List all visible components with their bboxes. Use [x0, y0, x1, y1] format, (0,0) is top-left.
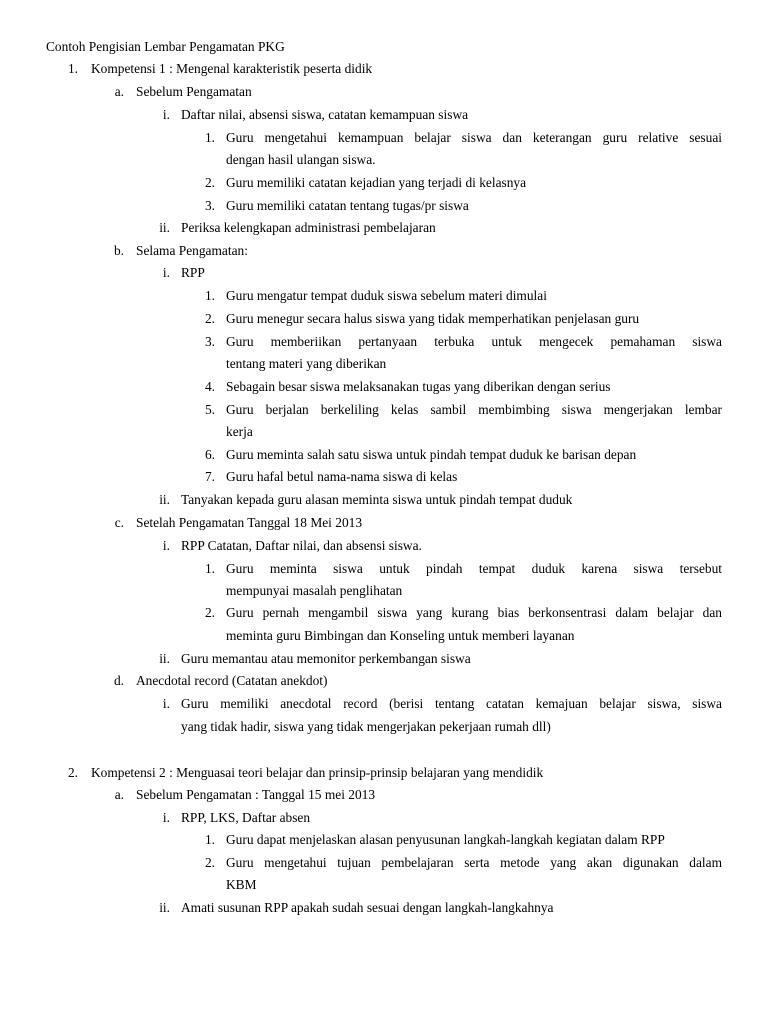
list-item-continuation: yang tidak hadir, siswa yang tidak mengerjakan pekerjaan rumah dll) — [181, 719, 551, 734]
subsection-heading: Sebelum Pengamatan — [136, 84, 252, 99]
subsection-heading: Setelah Pengamatan Tanggal 18 Mei 2013 — [136, 515, 363, 530]
list-item: Guru mengetahui tujuan pembelajaran serta metode yang akan digunakan dalam — [226, 855, 722, 870]
list-marker: 1. — [204, 288, 215, 303]
list-marker: 1. — [204, 832, 215, 847]
list-marker: a. — [114, 787, 124, 802]
list-item: Guru memiliki catatan tentang tugas/pr siswa — [226, 198, 469, 213]
list-item: Guru hafal betul nama-nama siswa di kelas — [226, 469, 458, 484]
list-item-continuation: dengan hasil ulangan siswa. — [226, 152, 376, 167]
list-item: Guru meminta siswa untuk pindah tempat duduk karena siswa tersebut — [226, 561, 722, 576]
list-marker: i. — [162, 696, 170, 711]
list-item: Guru memiliki catatan kejadian yang terjadi di kelasnya — [226, 175, 527, 190]
list-item-continuation: KBM — [226, 877, 257, 892]
list-item: Amati susunan RPP apakah sudah sesuai dengan langkah-langkahnya — [181, 900, 554, 915]
list-marker: d. — [113, 673, 124, 688]
list-item: Guru dapat menjelaskan alasan penyusunan langkah-langkah kegiatan dalam RPP — [226, 832, 665, 847]
list-marker: 1. — [67, 61, 78, 76]
list-marker: i. — [162, 538, 170, 553]
section-heading: Kompetensi 2 : Menguasai teori belajar dan prinsip-prinsip belajaran yang mendidik — [91, 765, 544, 780]
list-item-continuation: meminta guru Bimbingan dan Konseling untuk memberi layanan — [226, 628, 575, 643]
list-item: Daftar nilai, absensi siswa, catatan kemampuan siswa — [181, 107, 469, 122]
list-item: Guru mengatur tempat duduk siswa sebelum materi dimulai — [226, 288, 547, 303]
list-marker: 2. — [204, 605, 215, 620]
list-item: Sebagain besar siswa melaksanakan tugas yang diberikan dengan serius — [226, 379, 611, 394]
list-marker: 4. — [204, 379, 215, 394]
list-marker: 2. — [204, 175, 215, 190]
list-item: Guru menegur secara halus siswa yang tidak memperhatikan penjelasan guru — [226, 311, 640, 326]
list-marker: 1. — [204, 130, 215, 145]
section-heading: Kompetensi 1 : Mengenal karakteristik peserta didik — [91, 61, 373, 76]
list-marker: 2. — [67, 765, 78, 780]
subsection-heading: Selama Pengamatan: — [136, 243, 248, 258]
list-item: Guru memiliki anecdotal record (berisi tentang catatan kemajuan belajar siswa, siswa — [181, 696, 722, 711]
list-marker: 7. — [204, 469, 215, 484]
list-item: Tanyakan kepada guru alasan meminta siswa untuk pindah tempat duduk — [181, 492, 573, 507]
list-marker: i. — [162, 107, 170, 122]
list-item: Guru mengetahui kemampuan belajar siswa dan keterangan guru relative sesuai — [226, 130, 722, 145]
list-marker: ii. — [159, 651, 170, 666]
list-item-continuation: kerja — [226, 424, 253, 439]
subsection-heading: Anecdotal record (Catatan anekdot) — [136, 673, 328, 688]
list-item: RPP — [181, 265, 205, 280]
list-item: Guru memberiikan pertanyaan terbuka untuk mengecek pemahaman siswa — [226, 334, 722, 349]
list-marker: a. — [114, 84, 124, 99]
list-item: RPP, LKS, Daftar absen — [181, 810, 311, 825]
document-title: Contoh Pengisian Lembar Pengamatan PKG — [46, 39, 285, 54]
list-marker: ii. — [159, 220, 170, 235]
list-marker: 1. — [204, 561, 215, 576]
list-marker: ii. — [159, 900, 170, 915]
list-marker: 5. — [204, 402, 215, 417]
list-marker: b. — [113, 243, 124, 258]
list-item-continuation: mempunyai masalah penglihatan — [226, 583, 403, 598]
list-item: Periksa kelengkapan administrasi pembelajaran — [181, 220, 436, 235]
list-marker: 3. — [204, 334, 215, 349]
list-item: RPP Catatan, Daftar nilai, dan absensi siswa. — [181, 538, 422, 553]
list-marker: c. — [114, 515, 124, 530]
subsection-heading: Sebelum Pengamatan : Tanggal 15 mei 2013 — [136, 787, 376, 802]
list-marker: 6. — [204, 447, 215, 462]
list-item: Guru berjalan berkeliling kelas sambil membimbing siswa mengerjakan lembar — [226, 402, 722, 417]
list-marker: 3. — [204, 198, 215, 213]
list-marker: ii. — [159, 492, 170, 507]
list-item: Guru meminta salah satu siswa untuk pindah tempat duduk ke barisan depan — [226, 447, 637, 462]
list-marker: 2. — [204, 855, 215, 870]
list-marker: 2. — [204, 311, 215, 326]
list-item: Guru pernah mengambil siswa yang kurang bias berkonsentrasi dalam belajar dan — [226, 605, 722, 620]
list-marker: i. — [162, 265, 170, 280]
list-marker: i. — [162, 810, 170, 825]
list-item: Guru memantau atau memonitor perkembangan siswa — [181, 651, 471, 666]
list-item-continuation: tentang materi yang diberikan — [226, 356, 387, 371]
